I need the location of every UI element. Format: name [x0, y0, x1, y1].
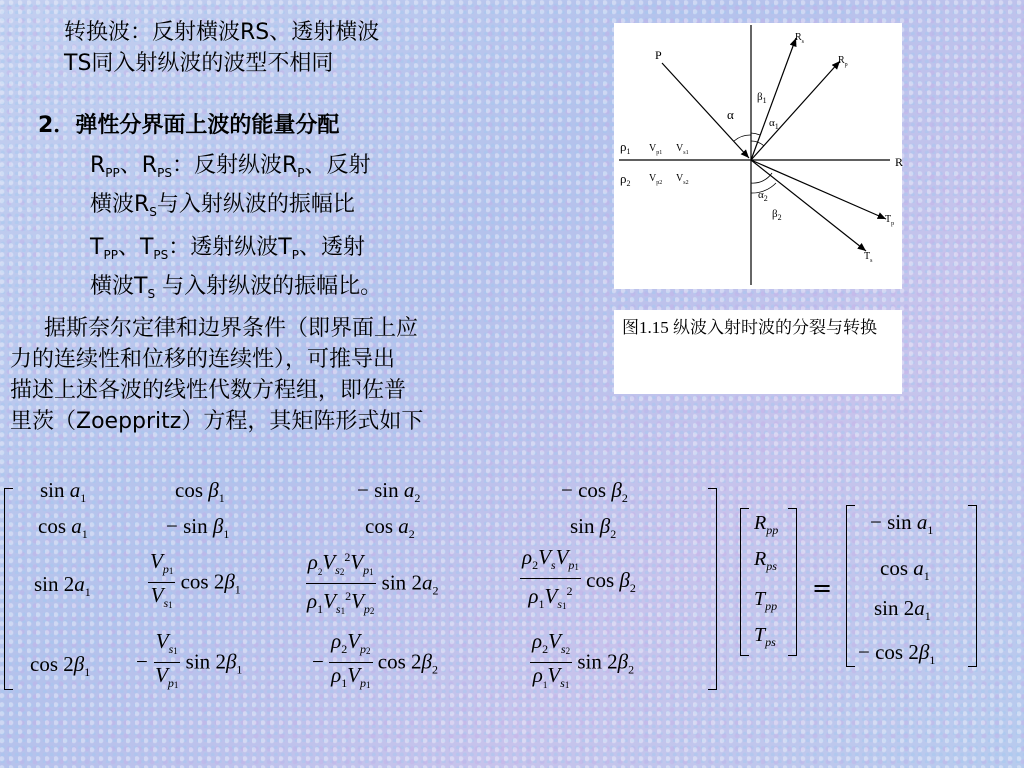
- paragraph-line-4: 里茨（Zoeppritz）方程，其矩阵形式如下: [10, 409, 424, 434]
- wave-diagram: [614, 23, 902, 289]
- m22: − $\sin \beta_1$: [166, 514, 230, 541]
- vector-rhs-right-bracket: [968, 505, 977, 667]
- intro-line-1: 转换波：反射横波RS、透射横波: [64, 20, 380, 45]
- paragraph-line-3: 描述上述各波的线性代数方程组，即佐普: [10, 378, 407, 403]
- intro-line-2: TS同入射纵波的波型不相同: [64, 51, 334, 76]
- vector-r-left-bracket: [740, 508, 749, 656]
- label-rs: $R_s$: [795, 32, 805, 45]
- label-vs2: $V_{s2}$: [676, 173, 689, 186]
- label-r: R: [895, 155, 904, 169]
- paragraph-line-1: 据斯奈尔定律和边界条件（即界面上应: [44, 316, 419, 341]
- vector-tpp: $T_{pp}$: [754, 588, 778, 613]
- alpha-arc: [734, 135, 751, 141]
- wave-diagram-svg: [614, 23, 902, 289]
- label-alpha2: $\alpha_2$: [758, 189, 768, 203]
- paragraph: [10, 313, 530, 437]
- vector-rhs-left-bracket: [846, 505, 855, 667]
- m13: − $\sin a_2$: [357, 478, 421, 505]
- m24: $\sin \beta_2$: [570, 514, 617, 541]
- m12: $\cos \beta_1$: [175, 478, 225, 505]
- beta1-arc: [751, 133, 760, 135]
- m14: − $\cos \beta_2$: [561, 478, 628, 505]
- figure-caption: 图1.15 纵波入射时波的分裂与转换: [614, 310, 902, 394]
- bullet-t-line-1: $T_{PP}$、$T_{PS}$：透射纵波$T_P$、透射: [90, 235, 365, 262]
- m33: $\frac{\rho_2V_{s2}^2V_{p1}}{\rho_1V_{s1}^2V_{p2}}$ $\sin 2a_2$: [305, 546, 438, 623]
- bullet-t: [90, 232, 382, 310]
- matrix-left-bracket: [4, 488, 13, 690]
- m43: − $\frac{\rho_2V_{p2}}{\rho_1V_{p1}}$ $\cos 2\beta_2$: [312, 629, 438, 690]
- label-alpha: α: [727, 107, 734, 122]
- label-rho2: $\rho_2$: [620, 171, 631, 188]
- m41: $\cos 2\beta_1$: [30, 652, 91, 679]
- label-vp1: $V_{p1}$: [649, 143, 663, 156]
- m32: $\frac{V_{p1}}{V_{s1}}$ $\cos 2\beta_1$: [150, 549, 241, 610]
- matrix-right-bracket: [708, 488, 717, 690]
- rhs-3: $\sin 2a_1$: [874, 596, 931, 623]
- intro-text: [64, 17, 379, 79]
- m42: − $\frac{V_{s1}}{V_{p1}}$ $\sin 2\beta_1$: [136, 629, 243, 690]
- equals-sign: =: [812, 574, 833, 602]
- m11: $\sin a_1$: [40, 478, 87, 505]
- vector-r-right-bracket: [788, 508, 797, 656]
- m23: $\cos a_2$: [365, 514, 415, 541]
- label-beta1: $\beta_1$: [757, 91, 767, 105]
- m44: $\frac{\rho_2V_{s2}}{\rho_1V_{s1}}$ $\sin 2\beta_2$: [532, 629, 635, 690]
- rhs-4: − $\cos 2\beta_1$: [858, 640, 936, 667]
- vector-rpp: $R_{pp}$: [754, 512, 779, 537]
- label-ts: $T_s$: [864, 251, 873, 264]
- section-title: 弹性分界面上波的能量分配: [75, 113, 340, 138]
- paragraph-line-2: 力的连续性和位移的连续性），可推导出: [10, 347, 396, 372]
- label-rho1: $\rho_1$: [620, 139, 631, 156]
- m21: $\cos a_1$: [38, 514, 88, 541]
- label-rp: $R_p$: [838, 55, 848, 68]
- rhs-1: − $\sin a_1$: [870, 510, 934, 537]
- label-vs1: $V_{s1}$: [676, 143, 689, 156]
- rhs-2: $\cos a_1$: [880, 556, 930, 583]
- label-vp2: $V_{p2}$: [649, 173, 663, 186]
- bullet-r-line-1: $R_{PP}$、$R_{PS}$：反射纵波$R_P$、反射: [90, 153, 371, 180]
- label-alpha1: $\alpha_1$: [769, 117, 779, 131]
- reflected-p-ray: [751, 61, 840, 160]
- label-p: P: [655, 48, 662, 62]
- bullet-t-line-2: 横波$T_S$ 与入射纵波的振幅比。: [90, 274, 383, 301]
- transmitted-s-ray: [751, 160, 866, 251]
- bullet-r: [90, 150, 371, 228]
- m34: $\frac{\rho_2V_sV_{p1}}{\rho_1V_{s1}^2}$ $\cos \beta_2$: [522, 545, 636, 611]
- label-beta2: $\beta_2$: [772, 208, 782, 222]
- label-tp: $T_p$: [885, 214, 895, 227]
- vector-tps: $T_{ps}$: [754, 624, 776, 649]
- m31: $\sin 2a_1$: [34, 572, 91, 599]
- bullet-r-line-2: 横波$R_S$与入射纵波的振幅比: [90, 192, 355, 219]
- section-heading: [38, 110, 339, 141]
- vector-rps: $R_{ps}$: [754, 548, 777, 573]
- section-number: 2．: [38, 113, 76, 138]
